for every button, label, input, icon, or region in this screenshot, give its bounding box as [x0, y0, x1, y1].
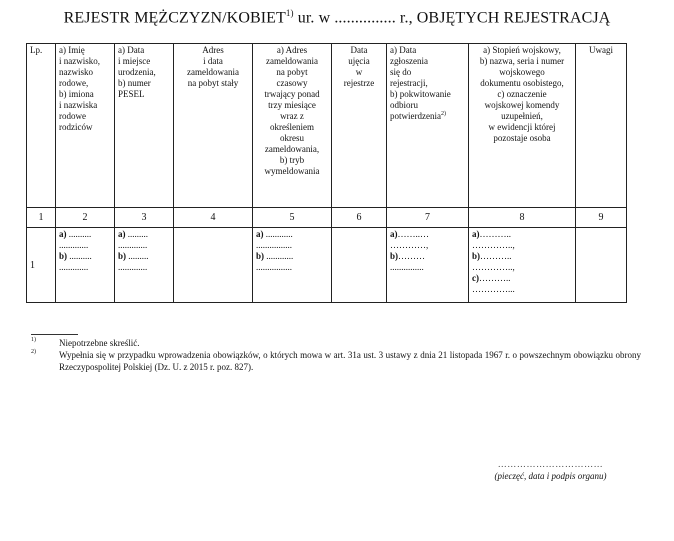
header-permanent-address: Adres i data zameldowania na pobyt stały	[174, 44, 253, 208]
cell-birth[interactable]: a) ......... ............. b) ......... .............	[115, 228, 174, 303]
cell-military[interactable]: a)……….. ………….., b)……….. ………….., c)……….. …………...	[469, 228, 576, 303]
title-main: REJESTR MĘŻCZYZN/KOBIET	[63, 9, 286, 27]
register-title	[0, 8, 674, 27]
footnote-separator	[31, 334, 78, 335]
header-lp: Lp.	[27, 44, 56, 208]
column-number: 7	[387, 208, 469, 228]
column-number: 8	[469, 208, 576, 228]
header-remarks: Uwagi	[576, 44, 627, 208]
column-numbers-row	[27, 208, 627, 228]
header-military: a) Stopień wojskowy, b) nazwa, seria i numer wojskowego dokumentu osobistego, c) oznaczenie wojskowej komendy uzupełnień, w ewidencji której pozostaje osoba	[469, 44, 576, 208]
header-footnote-ref: 2)	[440, 111, 446, 117]
footnote-mark: 2)	[31, 349, 36, 355]
signature-line: ……………………………	[497, 459, 604, 469]
cell-temporary-address[interactable]: a) ............ ................ b) ............ ................	[253, 228, 332, 303]
footnote-2	[31, 349, 641, 373]
header-registry-date: Data ujęcia w rejestrze	[332, 44, 387, 208]
header-name: a) Imię i nazwisko, nazwisko rodowe, b) imiona i nazwiska rodowe rodziców	[56, 44, 115, 208]
column-number: 5	[253, 208, 332, 228]
register-table	[26, 43, 627, 303]
header-birth: a) Data i miejsce urodzenia, b) numer PESEL	[115, 44, 174, 208]
column-number: 4	[174, 208, 253, 228]
footnotes	[31, 337, 641, 373]
column-number: 6	[332, 208, 387, 228]
header-registration-report: a) Data zgłoszenia się do rejestracji, b) pokwitowanie odbioru potwierdzenia$^{2)}$	[387, 44, 469, 208]
column-number: 2	[56, 208, 115, 228]
column-number: 9	[576, 208, 627, 228]
footnote-mark: 1)	[31, 337, 36, 343]
cell-permanent-address[interactable]	[174, 228, 253, 303]
column-number: 3	[115, 208, 174, 228]
cell-name[interactable]: a) .......... ............. b) .......... .............	[56, 228, 115, 303]
signature-caption: (pieczęć, data i podpis organu)	[494, 471, 607, 481]
cell-registry-date[interactable]	[332, 228, 387, 303]
cell-remarks[interactable]	[576, 228, 627, 303]
footnote-text: Niepotrzebne skreślić.	[59, 338, 140, 348]
column-number: 1	[27, 208, 56, 228]
header-temporary-address: a) Adres zameldowania na pobyt czasowy trwający ponad trzy miesiące wraz z określeniem okresu zameldowania, b) tryb wymeldowania	[253, 44, 332, 208]
cell-registration-report[interactable]: a)……..… …………, b)……… ...............	[387, 228, 469, 303]
title-suffix: ur. w ............... r., OBJĘTYCH REJESTRACJĄ	[293, 9, 611, 27]
signature-block	[478, 458, 623, 482]
row-number: 1	[27, 228, 56, 303]
table-row	[27, 228, 627, 303]
header-row	[27, 44, 627, 208]
footnote-1	[31, 337, 641, 349]
title-footnote-ref: 1)	[285, 8, 294, 18]
footnote-text: Wypełnia się w przypadku wprowadzenia obowiązków, o których mowa w art. 31a ust. 3 ustawy z dnia 21 listopada 1967 r. o powszechnym obowiązku obrony Rzeczypospolitej Polskiej (Dz. U. z 2015 r. poz. 827).	[59, 350, 641, 372]
